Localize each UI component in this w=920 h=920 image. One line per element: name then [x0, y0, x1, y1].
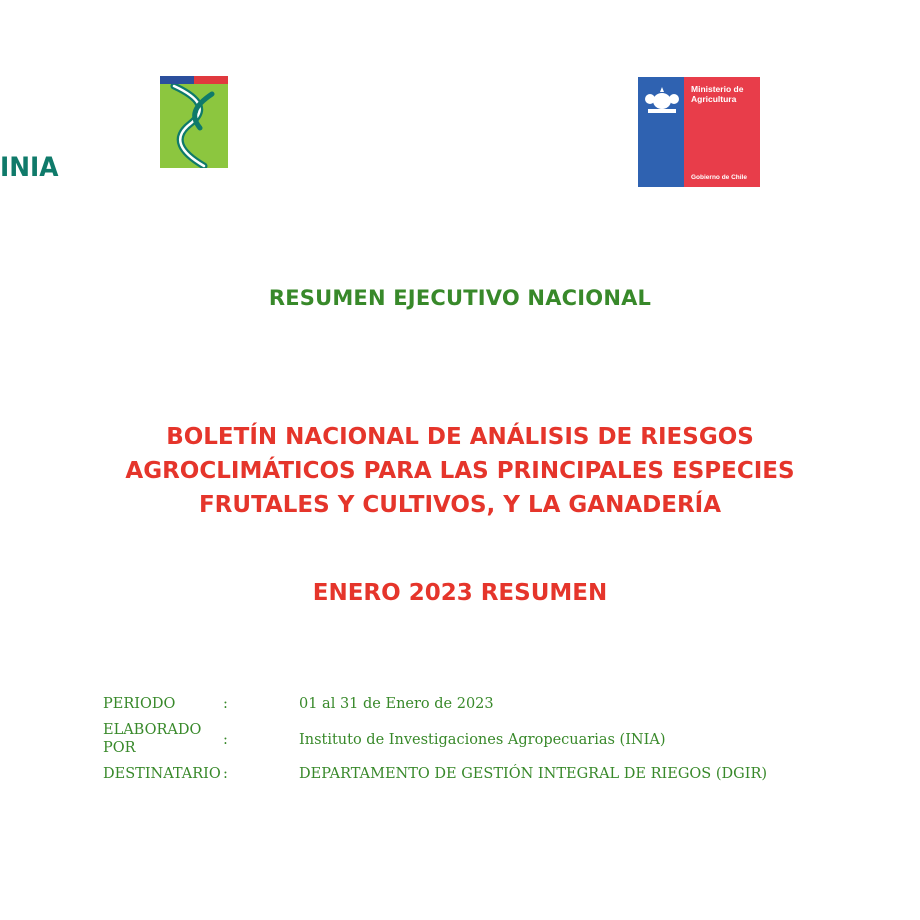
- info-value: 01 al 31 de Enero de 2023: [299, 696, 494, 712]
- inia-logo: [160, 76, 230, 192]
- ministerio-red-panel: [684, 77, 760, 187]
- info-value: Instituto de Investigaciones Agropecuarias (INIA): [299, 732, 666, 748]
- info-label: DESTINATARIO: [103, 766, 221, 782]
- document-heading: RESUMEN EJECUTIVO NACIONAL: [268, 286, 652, 310]
- info-colon: :: [223, 766, 228, 782]
- title-line: BOLETÍN NACIONAL DE ANÁLISIS DE RIESGOS: [166, 424, 754, 450]
- document-title: [0, 420, 920, 522]
- inia-logo-text: INIA: [0, 152, 59, 183]
- inia-flag-stripe: [160, 76, 228, 84]
- ministerio-footer: Gobierno de Chile: [691, 174, 747, 181]
- coat-of-arms-icon: [640, 83, 686, 123]
- inia-emblem: [160, 84, 228, 168]
- ministerio-title: Ministerio de Agricultura: [691, 84, 744, 104]
- title-line: AGROCLIMÁTICOS PARA LAS PRINCIPALES ESPECIES: [125, 458, 795, 484]
- info-colon: :: [223, 696, 228, 712]
- info-label: ELABORADO POR: [103, 722, 202, 756]
- info-value: DEPARTAMENTO DE GESTIÓN INTEGRAL DE RIEGOS (DGIR): [299, 766, 768, 782]
- info-colon: :: [223, 732, 228, 748]
- document-subtitle: ENERO 2023 RESUMEN: [312, 580, 608, 606]
- title-line: FRUTALES Y CULTIVOS, Y LA GANADERÍA: [198, 492, 722, 518]
- ministerio-blue-panel: [638, 77, 684, 187]
- inia-dna-icon: [160, 84, 228, 168]
- info-label: PERIODO: [103, 696, 176, 712]
- ministerio-logo: [638, 77, 760, 187]
